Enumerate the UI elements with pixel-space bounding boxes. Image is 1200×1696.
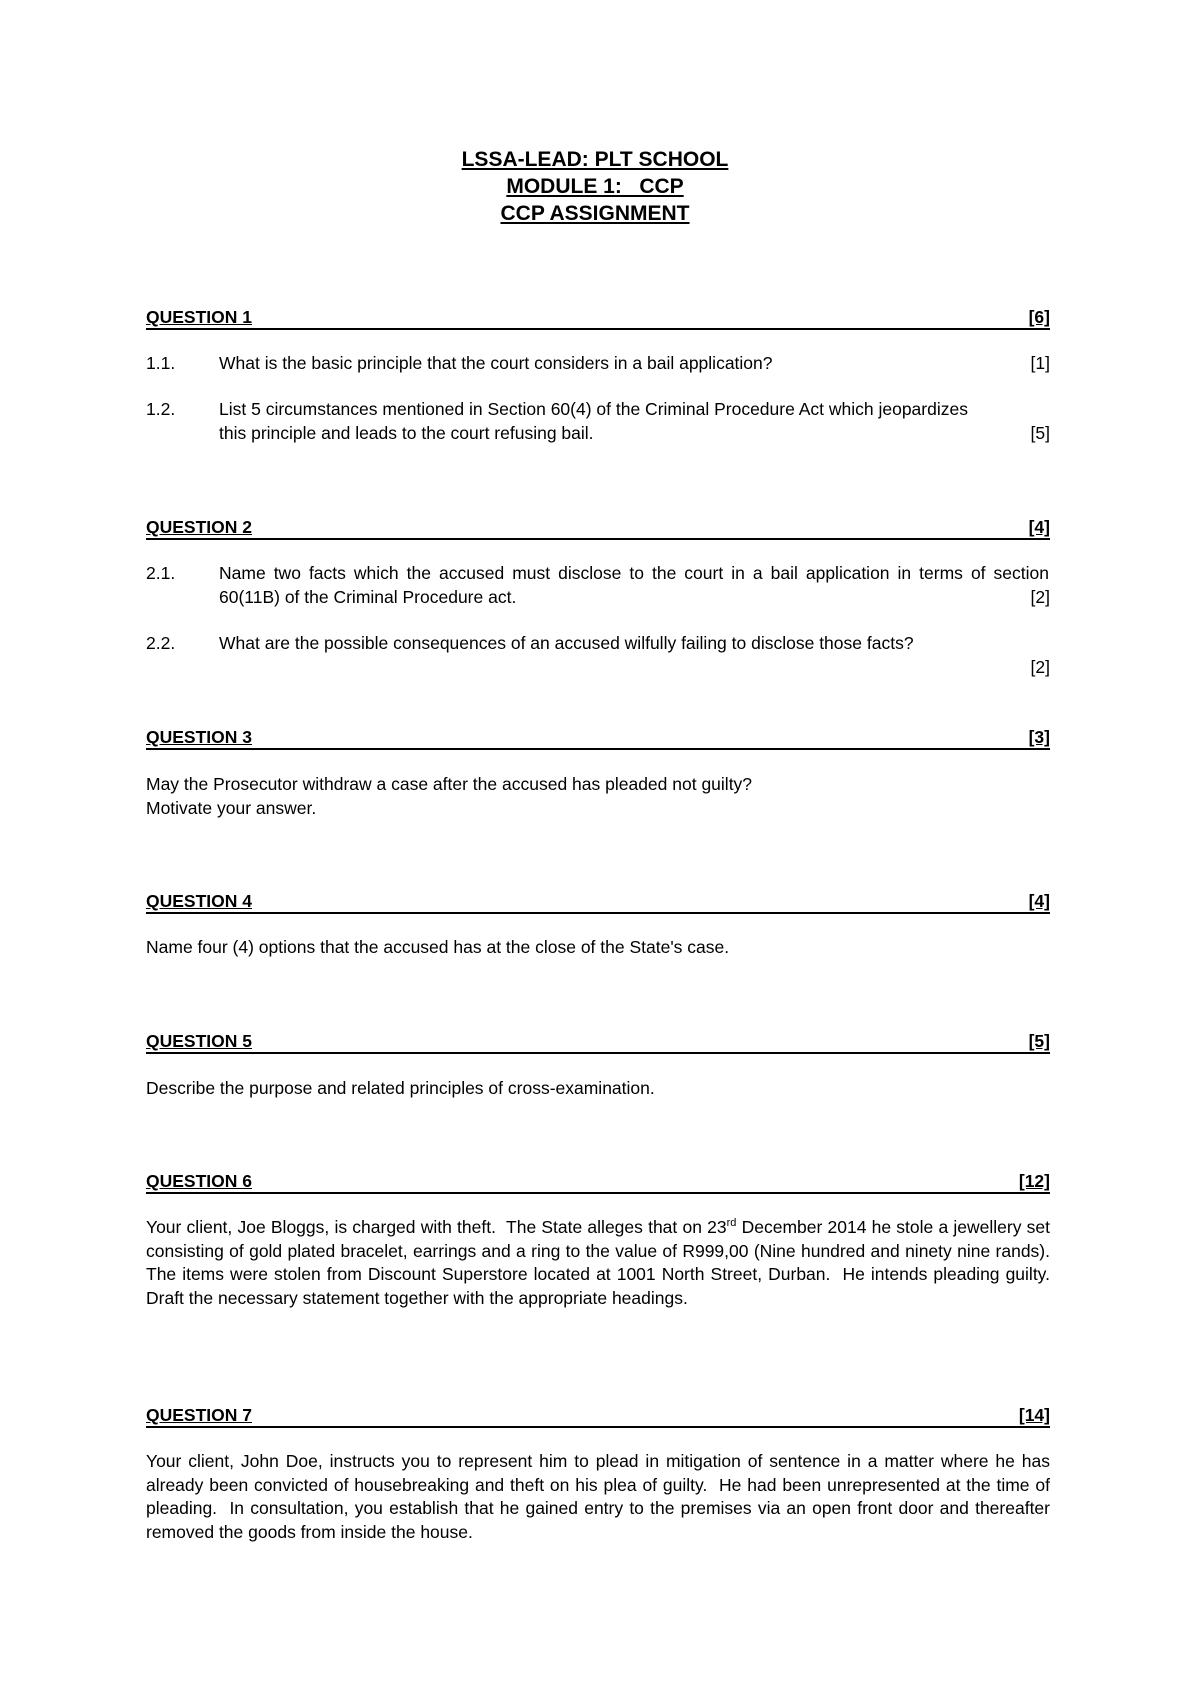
- question-7-title: QUESTION 7: [146, 1405, 252, 1425]
- question-3-title: QUESTION 3: [146, 727, 252, 747]
- question-4-marks: [4]: [1028, 891, 1050, 911]
- title-assignment: CCP ASSIGNMENT: [500, 202, 690, 225]
- question-3-line-1: May the Prosecutor withdraw a case after the accused has pleaded not guilty?: [146, 774, 753, 794]
- question-5-heading: [146, 1026, 1050, 1054]
- title-school: LSSA-LEAD: PLT SCHOOL: [461, 148, 729, 171]
- question-3-heading: [146, 722, 1050, 750]
- question-5-marks: [5]: [1028, 1031, 1050, 1051]
- ordinal-suffix: rd: [726, 1217, 737, 1230]
- question-6-marks: [12]: [1018, 1171, 1050, 1191]
- question-4-heading: [146, 886, 1050, 914]
- item-2-1-marks: [2]: [1030, 587, 1050, 607]
- question-7-text: Your client, John Doe, instructs you to represent him to plead in mitigation of sentence in a matter where he has already been convicted of housebreaking and theft on his plea of guilty. He had been unrepresented at the time of pleading. In consultation, you establish that he gained entry to the premises via an open front door and thereafter removed the goods from inside the house.: [146, 1451, 1055, 1542]
- item-2-1-text: Name two facts which the accused must disclose to the court in a bail application in terms of section 60(11B) of the Criminal Procedure act.: [219, 563, 1049, 607]
- question-5-text: Describe the purpose and related principles of cross-examination.: [146, 1078, 655, 1098]
- item-2-2-marks: [2]: [1030, 657, 1050, 677]
- question-1-marks: [6]: [1028, 307, 1050, 327]
- question-6-text-part-1: Your client, Joe Bloggs, is charged with theft. The State alleges that on 23: [146, 1217, 727, 1237]
- item-2-1-number: 2.1.: [146, 563, 176, 583]
- question-6-text: [146, 1216, 1060, 1310]
- item-2-2-text: What are the possible consequences of an accused wilfully failing to disclose those facts?: [219, 633, 914, 653]
- item-1-2-marks: [5]: [1030, 423, 1050, 443]
- item-2-2-number: 2.2.: [146, 633, 176, 653]
- question-2-title: QUESTION 2: [146, 517, 252, 537]
- item-1-1-marks: [1]: [1030, 353, 1050, 373]
- question-7-marks: [14]: [1018, 1405, 1050, 1425]
- item-1-1-text: What is the basic principle that the court considers in a bail application?: [219, 353, 773, 373]
- question-6-heading: [146, 1166, 1050, 1194]
- question-1-title: QUESTION 1: [146, 307, 252, 327]
- question-1-heading: [146, 302, 1050, 330]
- question-6-text-part-2: December 2014 he stole a jewellery set consisting of gold plated bracelet, earrings and a ring to the value of R999,00 (Nine hundred and ninety nine rands). The items were stolen from Discount Superstore located at 1001 North Street, Durban. He intends pleading guilty. Draft the necessary statement together with the appropriate headings.: [146, 1217, 1060, 1308]
- question-4-title: QUESTION 4: [146, 891, 252, 911]
- question-3-marks: [3]: [1028, 727, 1050, 747]
- question-2-marks: [4]: [1028, 517, 1050, 537]
- title-module: MODULE 1: CCP: [506, 175, 684, 198]
- question-7-heading: [146, 1400, 1050, 1428]
- question-2-heading: [146, 512, 1050, 540]
- question-5-title: QUESTION 5: [146, 1031, 252, 1051]
- document-title-block: [0, 146, 1190, 227]
- question-3-line-2: Motivate your answer.: [146, 798, 317, 818]
- item-1-2-number: 1.2.: [146, 399, 176, 419]
- question-6-title: QUESTION 6: [146, 1171, 252, 1191]
- question-4-text: Name four (4) options that the accused has at the close of the State's case.: [146, 937, 730, 957]
- item-1-2-text: List 5 circumstances mentioned in Section 60(4) of the Criminal Procedure Act which jeopardizes this principle and leads to the court refusing bail.: [219, 399, 968, 443]
- item-1-1-number: 1.1.: [146, 353, 176, 373]
